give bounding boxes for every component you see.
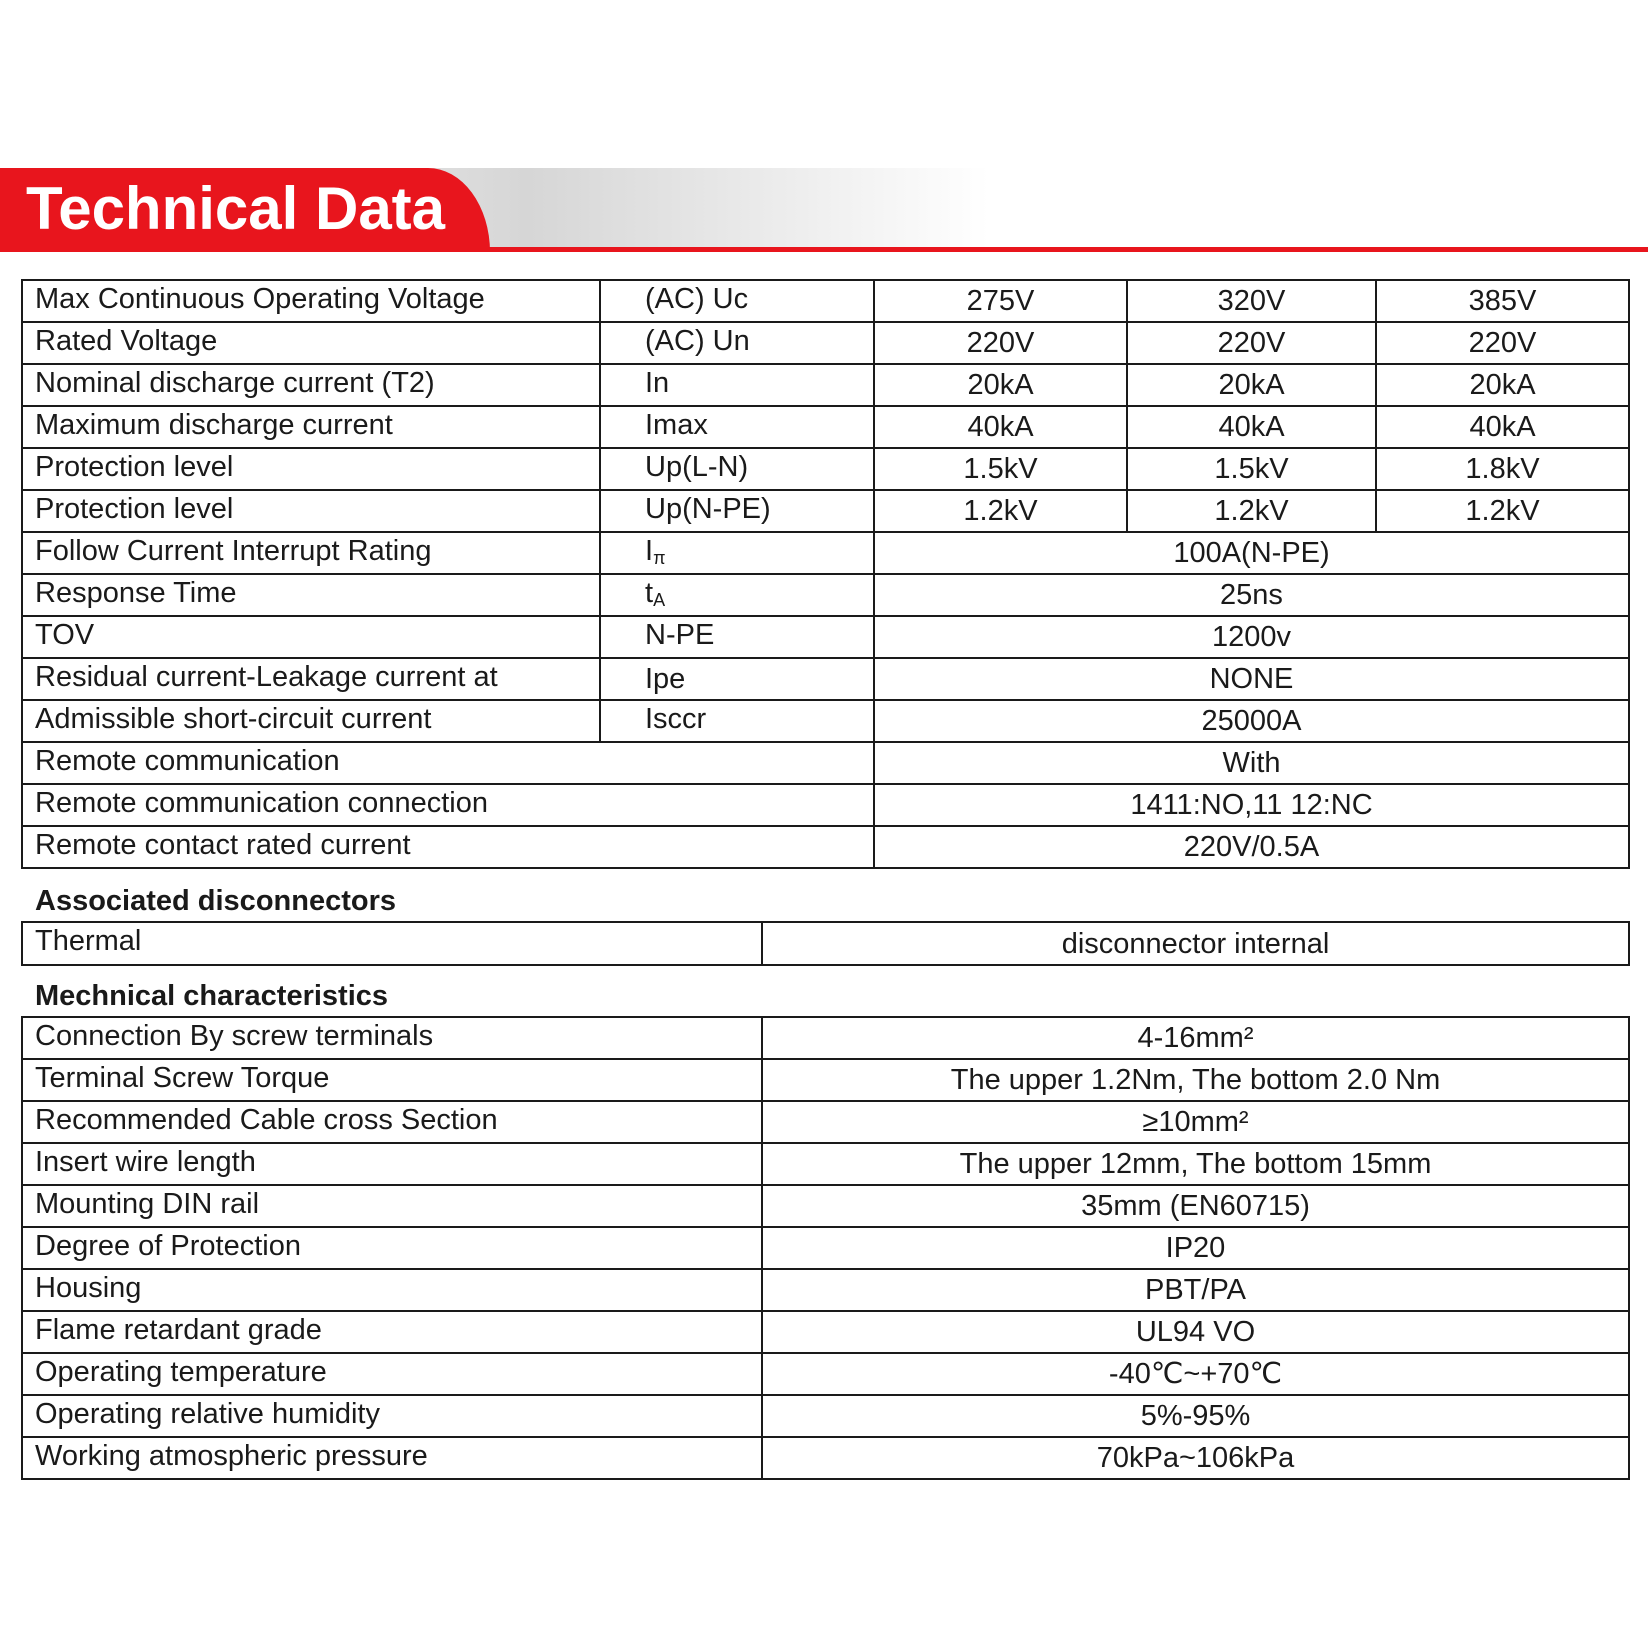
row-label: Mounting DIN rail <box>22 1185 762 1227</box>
row-symbol: N-PE <box>600 616 874 658</box>
table-row <box>22 1395 1629 1437</box>
row-label: Protection level <box>22 448 600 490</box>
section-heading-disconnectors: Associated disconnectors <box>35 885 396 917</box>
table-row <box>22 784 1629 826</box>
value-cell: 100A(N-PE) <box>874 532 1629 574</box>
value-cell: The upper 1.2Nm, The bottom 2.0 Nm <box>762 1059 1629 1101</box>
row-label: Remote communication <box>22 742 874 784</box>
page-title: Technical Data <box>26 175 446 242</box>
value-cell: 25ns <box>874 574 1629 616</box>
disconnectors-table <box>21 921 1630 966</box>
row-label: Insert wire length <box>22 1143 762 1185</box>
table-row <box>22 616 1629 658</box>
row-symbol: Imax <box>600 406 874 448</box>
value-cell: UL94 VO <box>762 1311 1629 1353</box>
table-row <box>22 532 1629 574</box>
table-row <box>22 1353 1629 1395</box>
table-row <box>22 574 1629 616</box>
row-label: Rated Voltage <box>22 322 600 364</box>
row-label: Max Continuous Operating Voltage <box>22 280 600 322</box>
table-row <box>22 922 1629 965</box>
table-row <box>22 1311 1629 1353</box>
value-cell: -40℃~+70℃ <box>762 1353 1629 1395</box>
row-label: Admissible short-circuit current <box>22 700 600 742</box>
row-label: Maximum discharge current <box>22 406 600 448</box>
table-row <box>22 658 1629 700</box>
row-label: Nominal discharge current (T2) <box>22 364 600 406</box>
table-row <box>22 322 1629 364</box>
row-label: Flame retardant grade <box>22 1311 762 1353</box>
row-label: Residual current-Leakage current at <box>22 658 600 700</box>
value-cell: 5%-95% <box>762 1395 1629 1437</box>
value-cell: 385V <box>1376 280 1629 322</box>
section-heading-mechanical: Mechnical characteristics <box>35 980 389 1012</box>
row-label: Connection By screw terminals <box>22 1017 762 1059</box>
table-row <box>22 1143 1629 1185</box>
row-label: Recommended Cable cross Section <box>22 1101 762 1143</box>
value-cell: 70kPa~106kPa <box>762 1437 1629 1479</box>
value-cell: 220V/0.5A <box>874 826 1629 868</box>
value-cell: 40kA <box>874 406 1127 448</box>
row-label: Remote contact rated current <box>22 826 874 868</box>
value-cell: 1.5kV <box>874 448 1127 490</box>
value-cell: 20kA <box>1376 364 1629 406</box>
value-cell: 20kA <box>874 364 1127 406</box>
value-cell: PBT/PA <box>762 1269 1629 1311</box>
mechanical-table <box>21 1016 1630 1480</box>
row-symbol: Isccr <box>600 700 874 742</box>
table-row <box>22 1227 1629 1269</box>
table-row <box>22 742 1629 784</box>
symbol-main: I <box>645 535 654 567</box>
row-label: Follow Current Interrupt Rating <box>22 532 600 574</box>
value-cell: ≥10mm² <box>762 1101 1629 1143</box>
table-row <box>22 280 1629 322</box>
table-row <box>22 1017 1629 1059</box>
value-cell: 1411:NO,11 12:NC <box>874 784 1629 826</box>
value-cell: IP20 <box>762 1227 1629 1269</box>
table-row <box>22 490 1629 532</box>
value-cell: 35mm (EN60715) <box>762 1185 1629 1227</box>
table-row <box>22 826 1629 868</box>
row-label: Working atmospheric pressure <box>22 1437 762 1479</box>
value-cell: 20kA <box>1127 364 1376 406</box>
row-label: Degree of Protection <box>22 1227 762 1269</box>
header-banner <box>0 168 1648 252</box>
row-label: Response Time <box>22 574 600 616</box>
value-cell: 25000A <box>874 700 1629 742</box>
row-symbol: In <box>600 364 874 406</box>
row-label: Operating temperature <box>22 1353 762 1395</box>
row-label: Housing <box>22 1269 762 1311</box>
banner-underline <box>0 247 1648 252</box>
row-symbol: Up(N-PE) <box>600 490 874 532</box>
value-cell: NONE <box>874 658 1629 700</box>
value-cell: 1.5kV <box>1127 448 1376 490</box>
table-row <box>22 1269 1629 1311</box>
value-cell: 1.8kV <box>1376 448 1629 490</box>
value-cell: 320V <box>1127 280 1376 322</box>
table-row <box>22 1059 1629 1101</box>
value-cell: 275V <box>874 280 1127 322</box>
row-symbol: Ipe <box>600 658 874 700</box>
table-row <box>22 1185 1629 1227</box>
value-cell: With <box>874 742 1629 784</box>
value-cell: 40kA <box>1376 406 1629 448</box>
row-label: Protection level <box>22 490 600 532</box>
value-cell: 220V <box>1376 322 1629 364</box>
symbol-main: t <box>645 577 654 609</box>
row-label: Terminal Screw Torque <box>22 1059 762 1101</box>
row-symbol: (AC) Un <box>600 322 874 364</box>
value-cell: 40kA <box>1127 406 1376 448</box>
electrical-data-table <box>21 279 1630 869</box>
value-cell: 1.2kV <box>1376 490 1629 532</box>
value-cell: 1.2kV <box>874 490 1127 532</box>
row-label: Remote communication connection <box>22 784 874 826</box>
symbol-subscript: π <box>653 548 666 568</box>
row-symbol: Up(L-N) <box>600 448 874 490</box>
row-symbol: (AC) Uc <box>600 280 874 322</box>
value-cell: 1200v <box>874 616 1629 658</box>
value-cell: 1.2kV <box>1127 490 1376 532</box>
value-cell: The upper 12mm, The bottom 15mm <box>762 1143 1629 1185</box>
table-row <box>22 406 1629 448</box>
row-label: Thermal <box>22 922 762 965</box>
table-row <box>22 700 1629 742</box>
value-cell: disconnector internal <box>762 922 1629 965</box>
table-row <box>22 448 1629 490</box>
row-label: TOV <box>22 616 600 658</box>
table-row <box>22 364 1629 406</box>
row-symbol <box>600 532 874 574</box>
row-label: Operating relative humidity <box>22 1395 762 1437</box>
value-cell: 220V <box>874 322 1127 364</box>
symbol-subscript: A <box>653 590 666 610</box>
row-symbol <box>600 574 874 616</box>
table-row <box>22 1437 1629 1479</box>
value-cell: 220V <box>1127 322 1376 364</box>
value-cell: 4-16mm² <box>762 1017 1629 1059</box>
table-row <box>22 1101 1629 1143</box>
